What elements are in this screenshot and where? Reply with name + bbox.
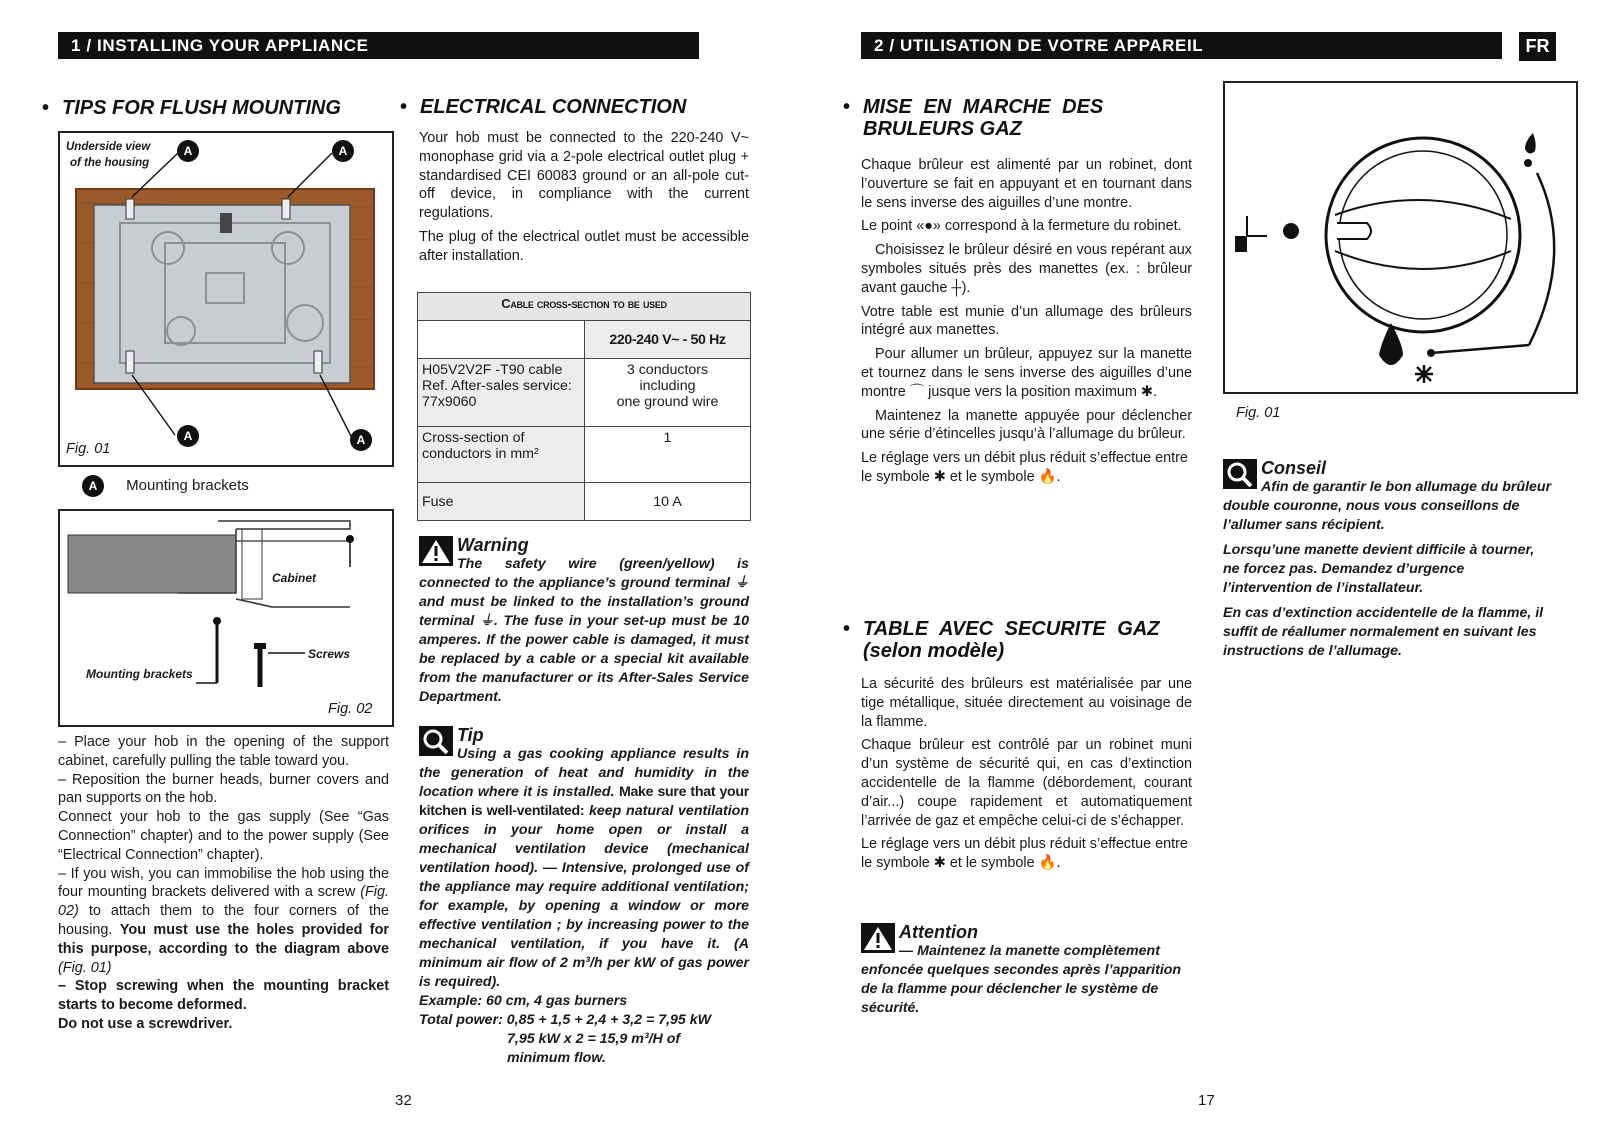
attention-note (861, 923, 1191, 1018)
tip-title: Tip (457, 725, 484, 745)
securite-text (861, 675, 1192, 878)
mise-paragraph-3: Choisissez le brûleur désiré en vous repérant aux symboles situés près des manettes (ex. : brûleur avant gauche ┼). (861, 242, 1192, 296)
knob-fig-caption: Fig. 01 (1236, 405, 1281, 421)
screws-label: Screws (308, 647, 351, 661)
fig2-caption: Fig. 02 (328, 701, 373, 717)
mise-en-marche-heading: • MISE EN MARCHE DES BRULEURS GAZ (843, 96, 1104, 140)
warning-note (419, 536, 749, 707)
fig1-caption: Fig. 01 (66, 441, 111, 457)
cross-section-value: 1 (585, 427, 751, 483)
left-page-header: 1 / INSTALLING YOUR APPLIANCE (58, 32, 699, 59)
securite-paragraph-2: Chaque brûleur est contrôlé par un robinet muni d’un système de sécurité qui, en cas d’extinction accidentelle de la flamme (débordement, courant d’air...) coupe rapidement et automatiquement l’arrivée de gaz et empêche celui-ci de s’échapper. (861, 737, 1192, 829)
instruction-4: – If you wish, you can immobilise the hob using the four mounting brackets delivered with a screw (Fig. 02) to attach them to the four corners of the housing. You must use the holes provided for this purpose, according to the diagram above (Fig. 01) (58, 865, 390, 976)
control-knob-illustration (1225, 83, 1578, 394)
legend-text: Mounting brackets (126, 477, 249, 494)
mise-paragraph-4: Votre table est munie d’un allumage des brûleurs intégré aux manettes. (861, 303, 1192, 339)
left-page-number: 32 (395, 1092, 412, 1109)
conseil-title: Conseil (1261, 458, 1327, 478)
electrical-paragraph-2: The plug of the electrical outlet must be accessible after installation. (419, 228, 749, 264)
instruction-5: – Stop screwing when the mounting bracket starts to become deformed. (58, 978, 389, 1014)
attention-text: — Maintenez la manette complètement enfoncée quelques secondes après l’apparition de la flamme pour déclencher le système de sécurité. (861, 943, 1182, 1016)
cable-type-label: H05V2V2F -T90 cable Ref. After-sales service: 77x9060 (418, 359, 585, 427)
securite-heading: • TABLE AVEC SECURITE GAZ (selon modèle) (843, 618, 1160, 662)
tip-example: Example: 60 cm, 4 gas burners (419, 993, 628, 1009)
tip-total-2: 7,95 kW x 2 = 15,9 m³/H of (507, 1031, 681, 1047)
tip-text: Using a gas cooking appliance results in the generation of heat and humidity in the location where it is installed. Make sure that your kitchen is well-ventilated: keep natural ventilation orifices in your home open or install a mechanical ventilation device (mechanical ventilation hood). — Intensive, prolonged use of the appliance may require additional ventilation; for example, by opening a window or more effective ventilation ; by increasing power to the mechanical ventilation, if you have it. (A minimum air flow of 2 m³/h per kW of gas power is required). (419, 746, 749, 990)
warning-text: The safety wire (green/yellow) is connected to the appliance’s ground terminal ⏚ and must be linked to the installation’s ground terminal ⏚. The fuse in your set-up must be 10 amperes. If the power cable is damaged, it must be replaced by a cable or a special kit available from the manufacturer or its After-Sales Service Department. (419, 556, 749, 705)
magnifier-icon (419, 726, 453, 756)
mounting-brackets-label: Mounting brackets (86, 667, 193, 681)
cabinet-label: Cabinet (272, 571, 317, 585)
electrical-paragraph-1: Your hob must be connected to the 220-240 V~ monophase grid via a 2-pole electrical outlet plug + standardised CEI 60083 ground or an all-pole cut-off device, in compliance with the current regulations. (419, 130, 749, 222)
electrical-text (419, 129, 749, 271)
securite-paragraph-1: La sécurité des brûleurs est matérialisée par une tige métallique, située directement au voisinage de la flamme. (861, 676, 1192, 730)
fig1-marker-a-3: A (177, 425, 199, 447)
fuse-value: 10 A (585, 483, 751, 521)
mise-paragraph-5: Pour allumer un brûleur, appuyez sur la manette et tournez dans le sens inverse des aiguilles d’une montre ⌒ jusque vers la position maximum ✱. (861, 346, 1192, 400)
warning-icon (861, 923, 895, 953)
instruction-1: – Place your hob in the opening of the support cabinet, carefully pulling the table toward you. (58, 734, 389, 769)
instruction-2: – Reposition the burner heads, burner covers and pan supports on the hob. (58, 771, 389, 807)
instruction-6: Do not use a screwdriver. (58, 1015, 233, 1032)
securite-paragraph-3: Le réglage vers un débit plus réduit s’effectue entre le symbole ✱ et le symbole 🔥. (861, 836, 1188, 872)
fuse-label: Fuse (418, 483, 585, 521)
attention-title: Attention (899, 922, 978, 942)
conseil-paragraph-3: En cas d’extinction accidentelle de la flamme, il suffit de réallumer normalement en suivant les instructions de l’allumage. (1223, 605, 1544, 659)
mise-paragraph-2: Le point «●» correspond à la fermeture du robinet. (861, 218, 1182, 235)
fig1-marker-a-4: A (350, 429, 372, 451)
tip-total-3: minimum flow. (507, 1050, 606, 1066)
mounting-brackets-legend (82, 475, 249, 497)
fig1-marker-a-2: A (332, 140, 354, 162)
electrical-heading: • ELECTRICAL CONNECTION (400, 96, 687, 118)
mise-en-marche-text (861, 156, 1192, 492)
cable-table-title: Cable cross-section to be used (418, 293, 751, 321)
fig1-hob-underside (58, 131, 394, 467)
legend-marker-a: A (82, 475, 104, 497)
mise-paragraph-7: Le réglage vers un débit plus réduit s’effectue entre le symbole ✱ et le symbole 🔥. (861, 450, 1188, 485)
instruction-3: Connect your hob to the gas supply (See “Gas Connection” chapter) and to the power supply (See “Electrical Connection” chapter). (58, 809, 389, 863)
cable-table-empty-cell (418, 321, 585, 359)
underside-label-line2: of the housing (70, 157, 150, 169)
tip-note (419, 726, 749, 1068)
cabinet-section-illustration (60, 511, 394, 727)
warning-title: Warning (457, 535, 529, 555)
tips-heading: • TIPS FOR FLUSH MOUNTING (42, 97, 341, 119)
tip-total-1: Total power: 0,85 + 1,5 + 2,4 + 3,2 = 7,95 kW (419, 1012, 712, 1028)
knob-figure (1223, 81, 1578, 394)
fig1-marker-a-1: A (177, 140, 199, 162)
right-page-number: 17 (1198, 1092, 1215, 1109)
cable-section-table (417, 292, 751, 521)
underside-label-line1: Underside view (66, 141, 151, 153)
installation-instructions (58, 733, 389, 1034)
right-page-header: 2 / UTILISATION DE VOTRE APPAREIL (861, 32, 1502, 59)
conseil-paragraph-1: Afin de garantir le bon allumage du brûleur double couronne, nous vous conseillons de l’allumer sans récipient. (1223, 479, 1552, 533)
conseil-note (1223, 459, 1553, 661)
cable-table-voltage: 220-240 V~ - 50 Hz (585, 321, 751, 359)
hob-underside-illustration (60, 133, 394, 467)
conseil-paragraph-2: Lorsqu’une manette devient difficile à tourner, ne forcez pas. Demandez d’urgence l’intervention de l’installateur. (1223, 542, 1535, 596)
mise-paragraph-1: Chaque brûleur est alimenté par un robinet, dont l’ouverture se fait en appuyant et en tournant dans le sens inverse des aiguilles d’une montre. (861, 157, 1192, 211)
fig2-cabinet-section (58, 509, 394, 727)
magnifier-icon (1223, 459, 1257, 489)
cross-section-label: Cross-section of conductors in mm² (418, 427, 585, 483)
cable-type-value: 3 conductors including one ground wire (585, 359, 751, 427)
mise-paragraph-6: Maintenez la manette appuyée pour déclencher une série d’étincelles jusqu’à l’allumage du brûleur. (861, 407, 1192, 443)
language-badge: FR (1519, 32, 1556, 61)
warning-icon (419, 536, 453, 566)
